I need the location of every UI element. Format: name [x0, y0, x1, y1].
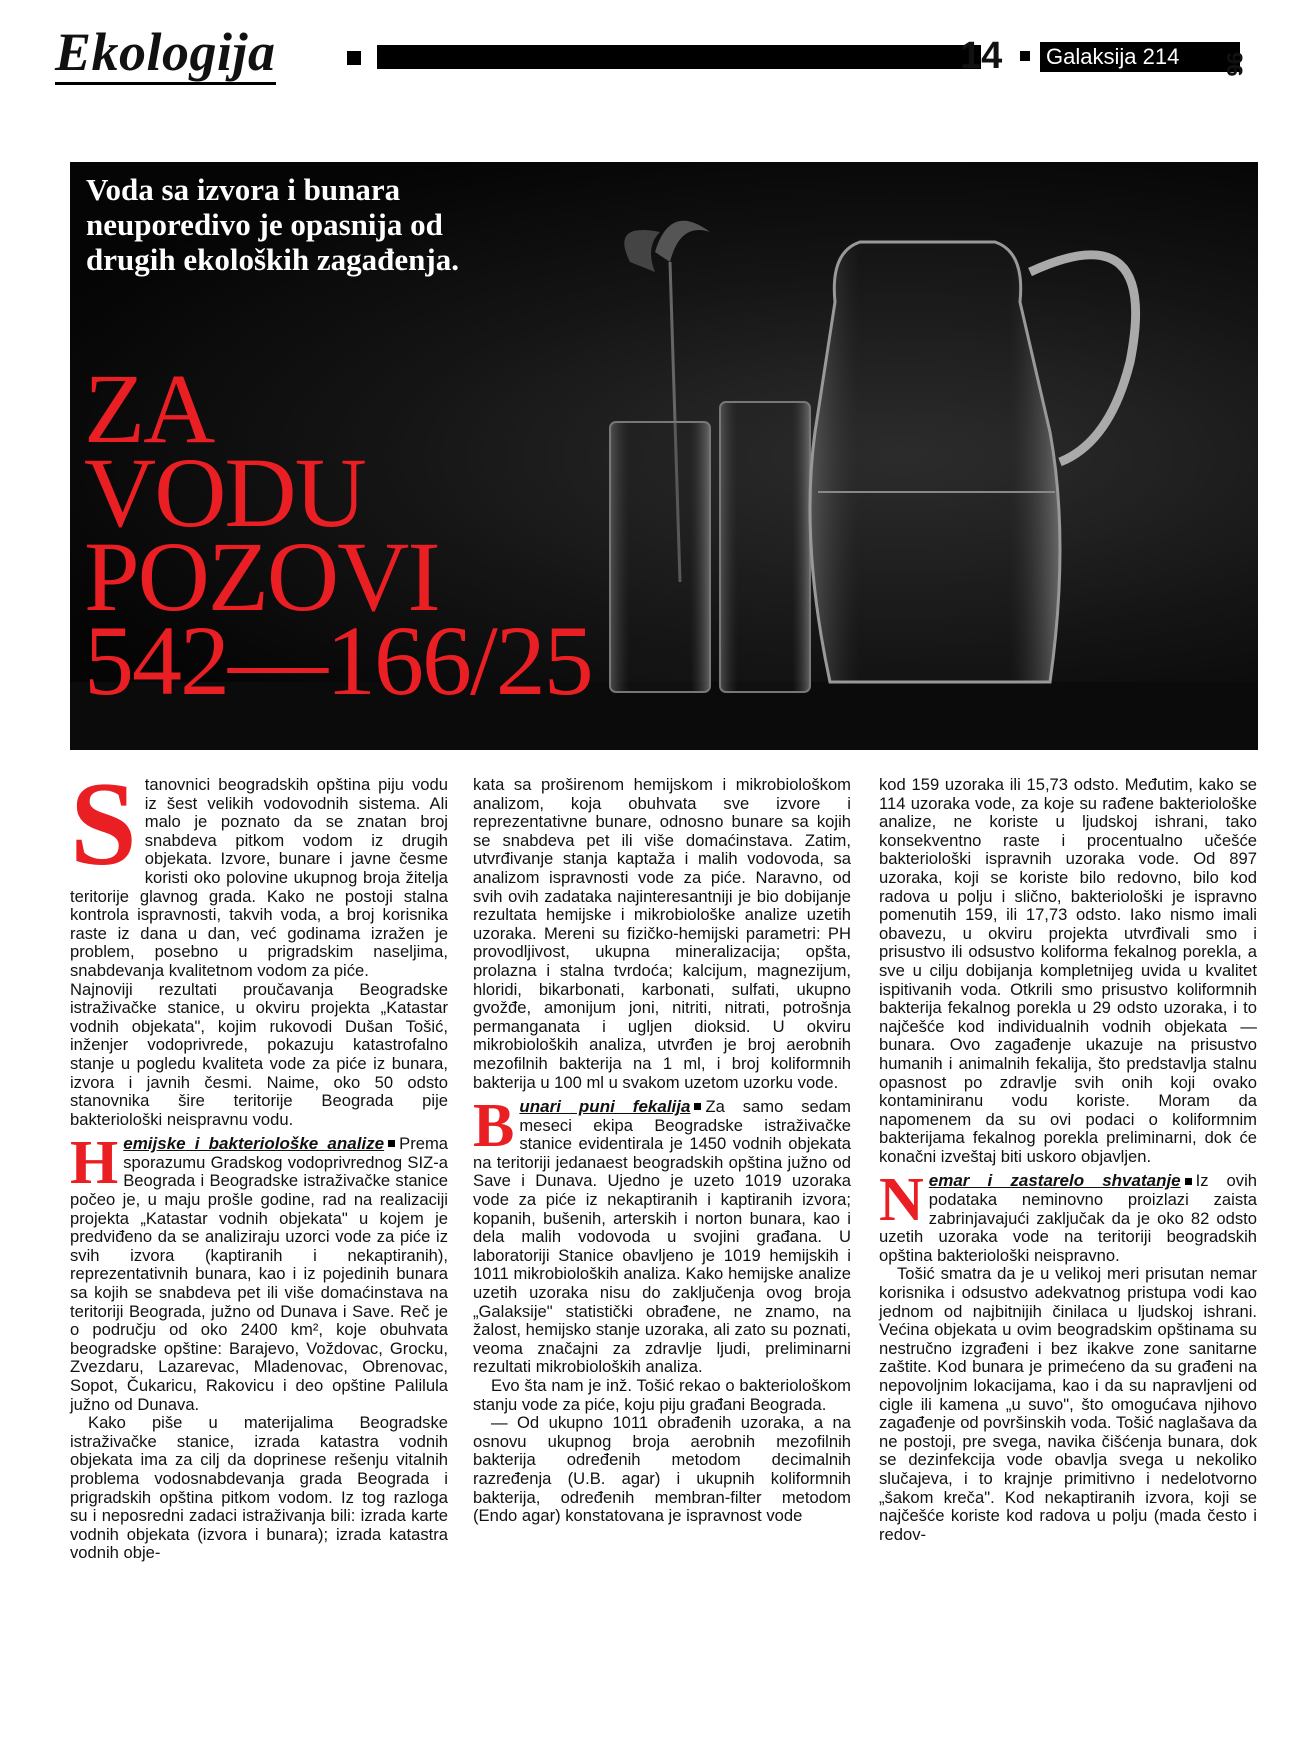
bullet-square: [694, 1103, 701, 1110]
subhead-text: Iz ovih podataka neminovno proizlazi zaista zabrinjavajući zaključak da je oko 82 odsto uzetih uzoraka vode na teritoriji beogradskih opština bakteriološki neispravno.: [879, 1171, 1257, 1265]
subhead-title: emijske i bakteriološke analize: [123, 1134, 385, 1154]
subhead-text: Za samo sedam meseci ekipa Beogradske istraživačke stanice evidentirala je 1450 vodnih objekata na teritoriji jedanaest beogradskih opština južno od Save i Dunava. Ujedno je uzeto 1019 uzoraka vode za piće iz nekaptiranih i kaptiranih izvora; kopanih, bušenih, arterskih i norton bunara, kao i dela malih vodovoda u svojini građana. U laboratoriji Stanice obavljeno je 1019 hemijskih i 1011 mikrobioloških analiza. Kako hemijske analize uzetih uzoraka nisu do zaključenja ovog broja „Galaksije" statistički obrađene, ne znamo, na žalost, hemijsko stanje uzoraka, ali zato su poznati, veoma značajni za zdravlje ljudi, preliminarni rezultati mikrobioloških analiza.: [473, 1097, 851, 1377]
lede-text: Voda sa izvora i bunara neuporedivo je opasnija od drugih ekoloških zagađenja.: [86, 172, 459, 277]
subhead-paragraph: [473, 1092, 851, 1377]
article-column-2: [473, 776, 851, 1526]
subhead-title: emar i zastarelo shvatanje: [928, 1171, 1181, 1191]
water-jug-icon: [810, 242, 1136, 682]
paragraph: kod 159 uzoraka ili 15,73 odsto. Međutim, kako se 114 uzoraka vode, za koje su rađene bakteriološke analize, ne koriste u ljudskoj ishrani, tako konsekventno raste i procentualno učešće bakteriološki ispravnih uzoraka vode. Od 897 uzoraka, koji se koriste bilo redovno, bilo kod radova u polju i slično, bakteriološki je ispravno pomenutih 159, ili 17,73 odsto. Iako nismo imali obavezu, u okviru projekta utvrđivali smo i prisustvo ili odsustvo koliforma fekalnog porekla, a sve u cilju dobijanja kompletnijeg uvida u kvalitet ispitivanih voda. Otkrili smo prisustvo koliformnih bakterija fekalnog porekla u 29 odsto uzoraka, i to najčešće kod individualnih vodnih objekata — bunara. Ovo zagađenje ukazuje na prisustvo humanih i animalnih fekalija, što predstavlja stalnu opasnost po zdravlje svih onih koji ovako kontaminiranu vodu koriste. Moram da napomenem da su ovi podaci o koliformnim bakterijama fekalnog porekla preliminarni, dok će konačni izveštaj biti uskoro objavljen.: [879, 775, 1257, 1166]
section-title: Ekologija: [55, 22, 276, 85]
paragraph: Najnoviji rezultati proučavanja Beogradske istraživačke stanice, u okviru projekta „Katastar vodnih objekata", kojim rukovodi Dušan Tošić, inženjer vodoprivrede, pokazuju katastrofalno stanje u pogledu kvaliteta vode za piće iz bunara, izvora i javnih česmi. Naime, oko 50 odsto stanovnika šire teritorije Beograda pije bakteriološki neispravnu vodu.: [70, 979, 448, 1129]
paragraph: Kako piše u materijalima Beogradske istraživačke stanice, izrada katastra vodnih objekata ima za cilj da doprinese rešenju vitalnih problema vodosnabdevanja grada Beograda i prigradskih opština pitkom vodom. Iz tog razloga su i neposredni zadaci istraživanja bili: izrada karte vodnih objekata (izvora i bunara); izrada katastra vodnih obje-: [70, 1413, 448, 1563]
article-column-1: [70, 757, 448, 1563]
subhead-paragraph: [879, 1166, 1257, 1265]
intro-paragraph: tanovnici beogradskih opština piju vodu iz šest velikih vodovodnih sistema. Ali malo je poznato da se znatan broj snabdeva pitkom vodom iz drugih objekata. Izvore, bunare i javne česme koristi oko polovine ukupnog broja žitelja teritorije glavnog grada. Kako ne postoji stalna kontrola ispravnosti, takvih voda, a broj korisnika raste iz dana u dan, već godinama izražen je problem, posebno u prigradskim naseljima, snabdevanja kvalitetnom vodom za piće.: [70, 775, 448, 980]
subhead-title: unari puni fekalija: [519, 1097, 691, 1117]
paragraph: — Od ukupno 1011 obrađenih uzoraka, a na osnovu ukupnog broja aerobnih mezofilnih bakterija određenih metodom decimalnih razređenja (U.B. agar) i ukupnih koliformnih bakterija, određenih membran-filter metodom (Endo agar) konstatovana je ispravnost vode: [473, 1413, 851, 1526]
paragraph: Tošić smatra da je u velikoj meri prisutan nemar korisnika i odsustvo adekvatnog pristupa vodi kao jednom od najbitnijih činilaca u ljudskoj ishrani. Većina objekata u ovim beogradskim opštinama su nestručno izgrađeni i bez ikakve zone sanitarne zaštite. Kod bunara je primećeno da su građeni na nepovoljnim lokacijama, kao i da su napravljeni od cigle ili kamena „u suvo", što omogućava njihovo zagađenje od površinskih voda. Tošić naglašava da ne postoji, pre svega, navika čišćenja bunara, dok se dezinfekcija vode obavlja svega u nekoliko slučajeva, i to krajnje primitivno i nedelotvorno „šakom kreča". Kod nekaptiranih izvora, koji se najčešće koriste kod radova u polju (mada često i redov-: [879, 1264, 1257, 1544]
drop-cap: S: [70, 757, 137, 890]
page-header: [55, 18, 1265, 88]
headline-line: POZOVI: [84, 521, 439, 632]
header-square: [347, 51, 361, 65]
subhead-paragraph: [70, 1129, 448, 1414]
header-rule: [377, 45, 981, 69]
hero-photo: [70, 162, 1258, 750]
glass-icon: [610, 402, 810, 692]
header-dot: [1020, 51, 1030, 61]
issue-year: 96: [1222, 52, 1247, 77]
headline: [84, 353, 592, 716]
subhead-initial: H: [70, 1129, 119, 1198]
subhead-initial: N: [879, 1166, 924, 1235]
article-column-3: [879, 776, 1257, 1544]
paragraph: Evo šta nam je inž. Tošić rekao o bakteriološkom stanju vode za piće, koju piju građani Beograda.: [473, 1376, 851, 1414]
headline-line: ZA: [84, 353, 214, 464]
page-number: 14: [960, 35, 1003, 77]
paragraph: kata sa proširenom hemijskom i mikrobiološkom analizom, koja obuhvata sve izvore i reprezentativne bunare, odnosno bunare sa kojih se snabdeva pet ili više domaćinstava. Zatim, utvrđivanje stanja kaptaža i malih vodovoda, sa analizom ispravnosti vode za piće. Naravno, od svih ovih zadataka najinteresantniji je bio dobijanje rezultata hemijske i mikrobiološke analize uzetih uzoraka. Mereni su fizičko-hemijski parametri: PH provodljivost, ukupna mineralizacija; opšta, prolazna i stalna tvrdoća; kalcijum, magnezijum, hloridi, bikarbonati, karbonati, sulfati, ukupno gvožđe, amonijum joni, nitriti, nitrati, potrošnja permanganata i ugljen dioksid. U okviru mikrobioloških analiza, utvrđen je broj aerobnih mezofilnih bakterija na 1 ml, i broj koliformnih bakterija u 100 ml u svakom uzetom uzorku vode.: [473, 775, 851, 1092]
bullet-square: [388, 1140, 395, 1147]
headline-line: VODU: [84, 437, 365, 548]
headline-phone-number: 542—166/25: [84, 605, 592, 716]
subhead-initial: B: [473, 1092, 515, 1161]
subhead-text: Prema sporazumu Gradskog vodoprivrednog SIZ-a Beograda i Beogradske istraživačke stanice počeo je, u maju prošle godine, rad na realizaciji projekta „Katastar vodnih objekata" u kojem je predviđeno da se analiziraju uzorci vode za piće iz svih izvora (kaptiranih i nekaptiranih), reprezentativnih bunara, kao i iz pojedinih bunara sa kojih se snabdeva pet ili više domaćinstava na teritoriji Beograda, južno od Dunava i Save. Reč je o području od oko 2400 km², koje obuhvata beogradske opštine: Barajevo, Voždovac, Grocku, Zvezdaru, Lazarevac, Mladenovac, Obrenovac, Sopot, Čukaricu, Rakovicu i deo opštine Palilula južno od Dunava.: [70, 1134, 448, 1414]
bullet-square: [1185, 1178, 1192, 1185]
magazine-issue: Galaksija 214: [1040, 42, 1240, 72]
